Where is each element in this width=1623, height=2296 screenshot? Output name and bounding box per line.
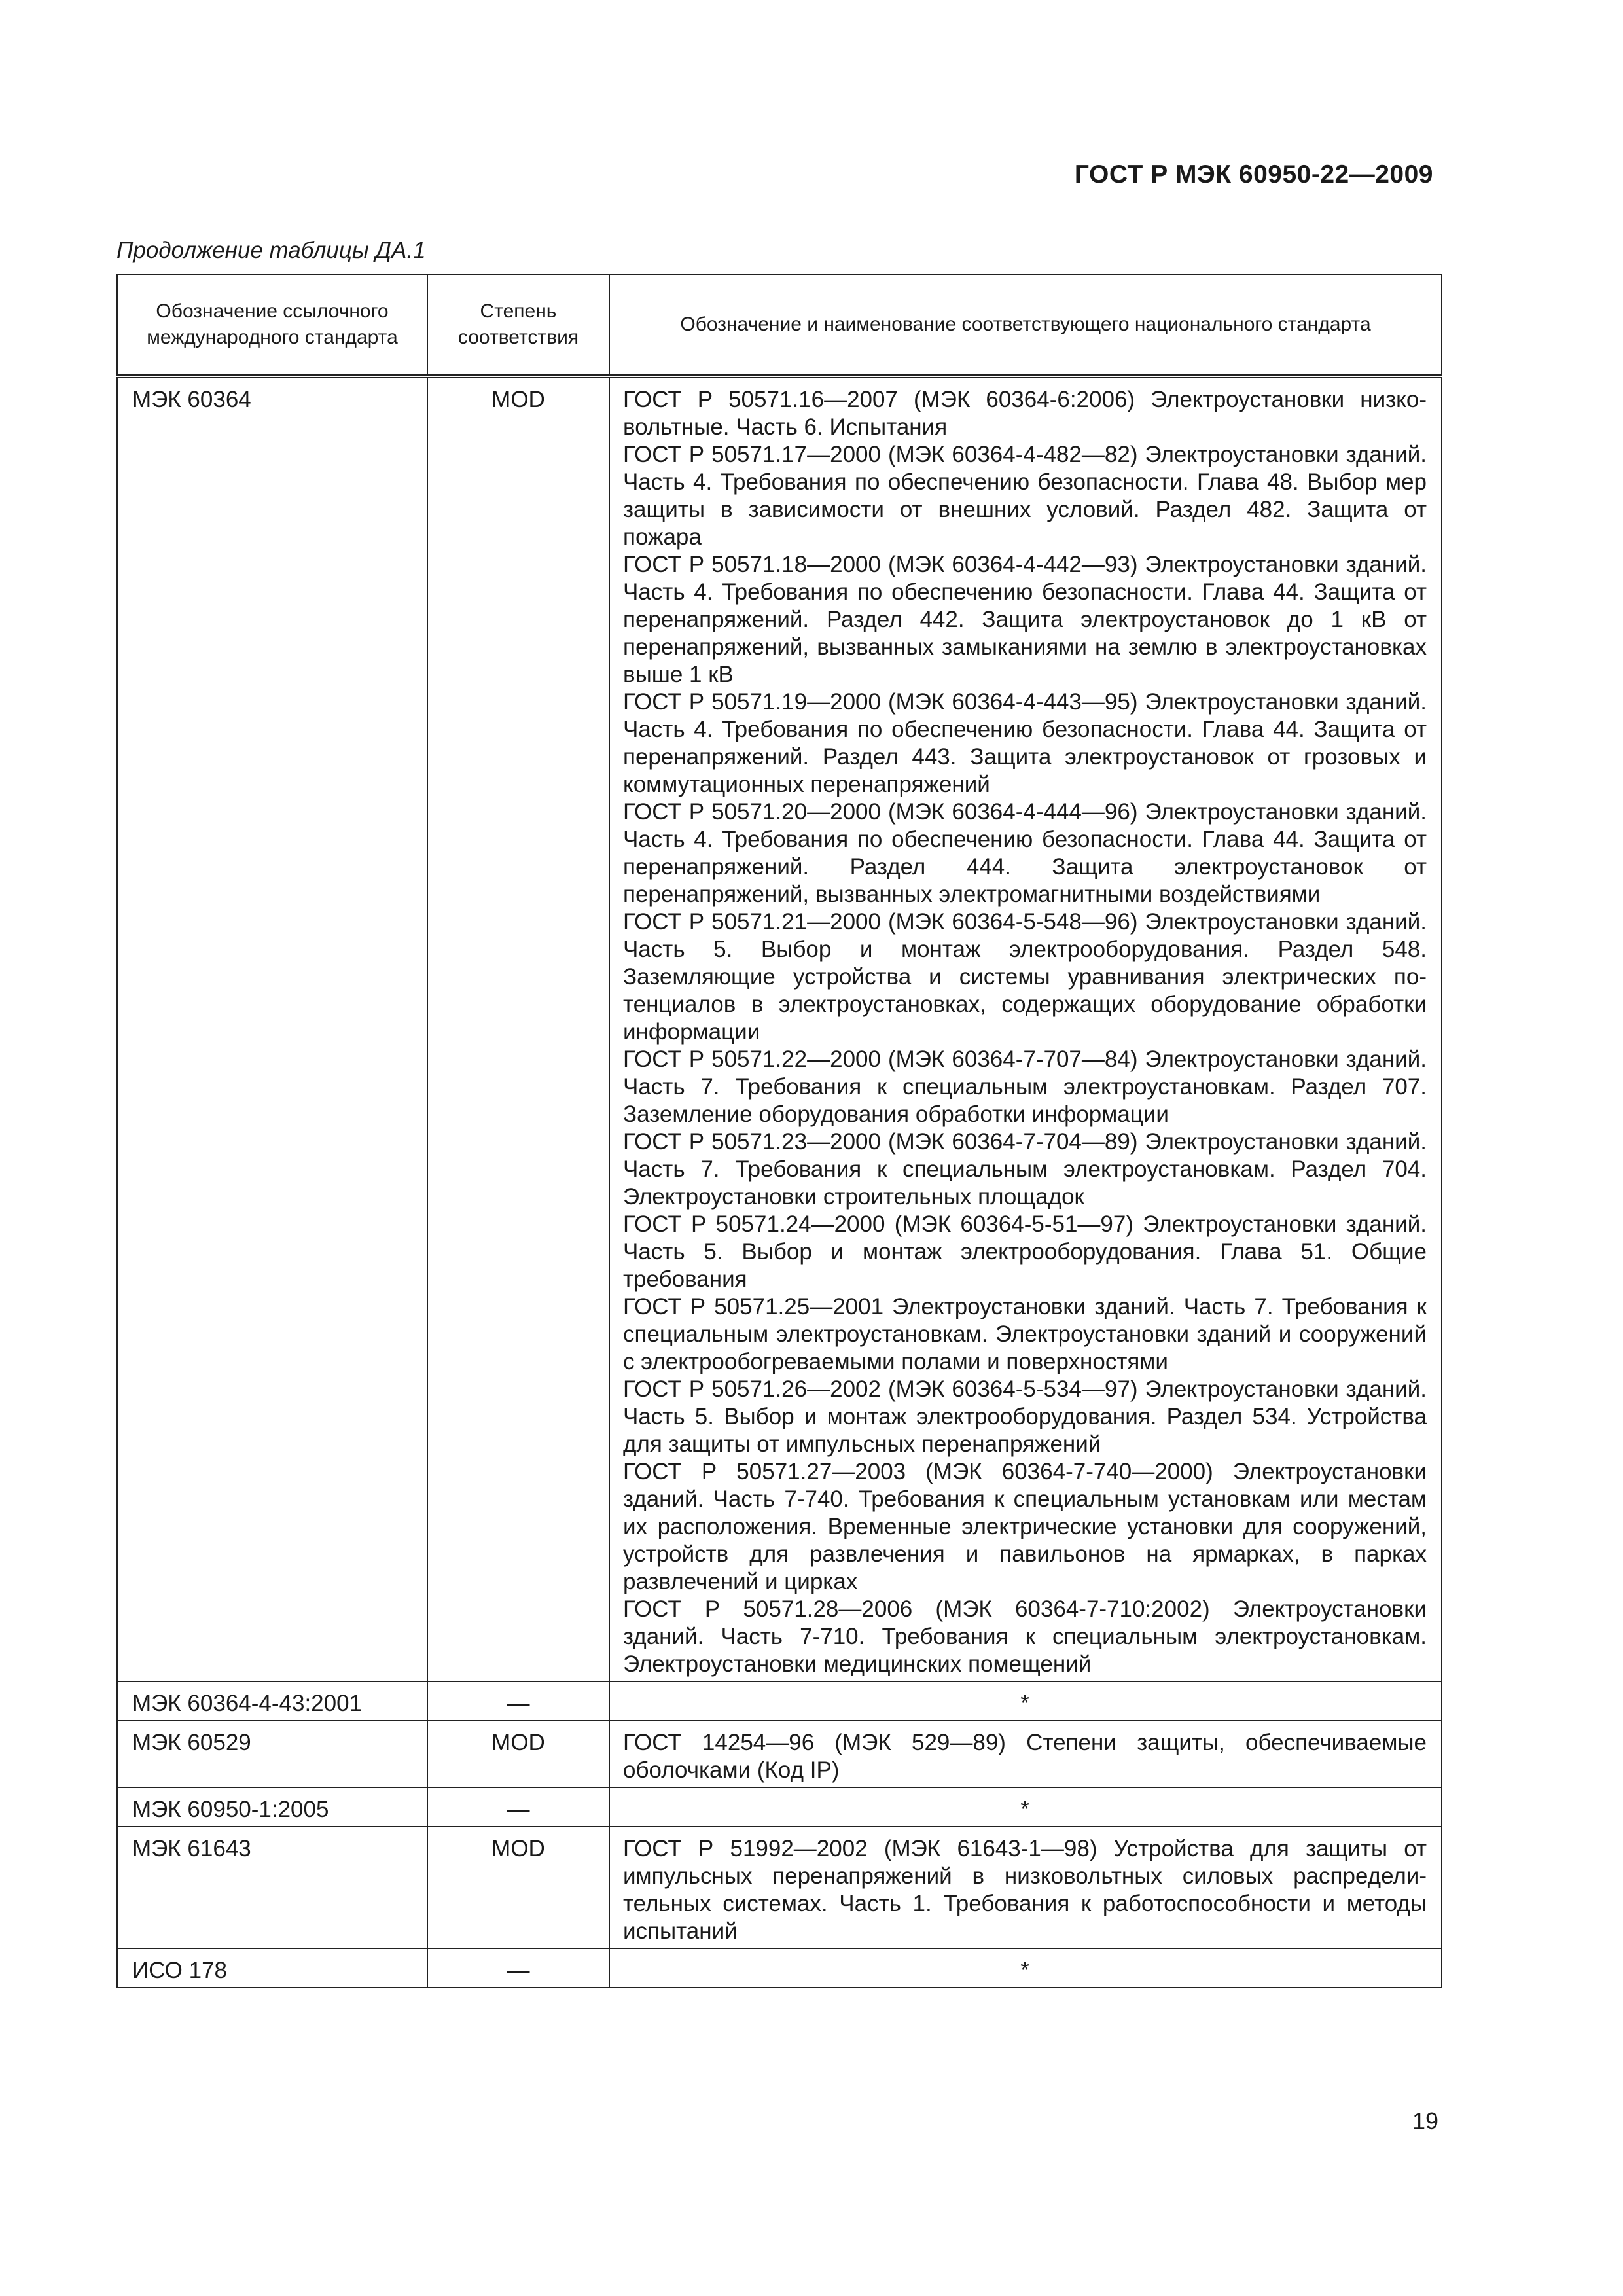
table-caption: Продолжение таблицы ДА.1 — [116, 238, 426, 263]
table-row — [117, 376, 1442, 1681]
intl-standard-cell: МЭК 60529 — [117, 1721, 427, 1787]
national-standard-entry: ГОСТ Р 50571.26—2002 (МЭК 60364-5-534—97) Электроустановки зданий. Часть 5. Выбор и монтаж электрооборудования. Раздел 534. Устройства для защиты от импульсных перенапряжений — [623, 1376, 1427, 1457]
page-number: 19 — [1412, 2108, 1438, 2134]
document-code: ГОСТ Р МЭК 60950-22—2009 — [1074, 160, 1433, 188]
intl-standard-cell: МЭК 60950-1:2005 — [117, 1787, 427, 1827]
table-row — [117, 1721, 1442, 1787]
national-standard-entry: ГОСТ Р 50571.27—2003 (МЭК 60364-7-740—2000) Электроустановки зданий. Часть 7-740. Требования к специальным установкам или местам их расположения. Временные электрические установки для сооружений, устройств для развлечения и павильонов на ярмарках, в парках развлечений и цирках — [623, 1459, 1427, 1594]
national-standard-cell — [609, 1721, 1442, 1787]
national-standard-entry: ГОСТ Р 50571.24—2000 (МЭК 60364-5-51—97) Электроустановки зданий. Часть 5. Выбор и монтаж электрооборудования. Глава 51. Общие требования — [623, 1211, 1427, 1292]
intl-standard-cell: ИСО 178 — [117, 1948, 427, 1988]
degree-cell: — — [427, 1787, 609, 1827]
national-standard-entry: ГОСТ Р 50571.17—2000 (МЭК 60364-4-482—82) Электроустановки зданий. Часть 4. Требования по обеспечению безопасности. Глава 48. Выбор мер защиты в зависимости от внешних условий. Раздел 482. Защита от пожара — [623, 442, 1427, 550]
table-row — [117, 1827, 1442, 1948]
table-header — [117, 274, 1442, 376]
column-header-intl-standard: Обозначение ссылочного международного стандарта — [117, 274, 427, 376]
national-standard-entry: ГОСТ Р 50571.18—2000 (МЭК 60364-4-442—93) Электроустановки зданий. Часть 4. Требования по обеспечению безопасности. Глава 44. Защита от перенапряжений. Раздел 442. Защита электроустановок до 1 кВ от перенапряжений, вызванных замыканиями на землю в электроустановках выше 1 кВ — [623, 552, 1427, 687]
no-equivalent-marker: * — [1020, 1797, 1029, 1822]
column-header-degree: Степень соответствия — [427, 274, 609, 376]
intl-standard-cell: МЭК 60364 — [117, 376, 427, 1681]
national-standard-entry: ГОСТ 14254—96 (МЭК 529—89) Степени защиты, обеспечиваемые оболочками (Код IP) — [623, 1730, 1427, 1783]
national-standard-cell — [609, 1681, 1442, 1721]
national-standard-entry: ГОСТ Р 50571.16—2007 (МЭК 60364-6:2006) Электроустановки низковольтные. Часть 6. Испытания — [623, 387, 1427, 440]
national-standard-cell — [609, 1948, 1442, 1988]
degree-cell: — — [427, 1681, 609, 1721]
column-header-national-standard: Обозначение и наименование соответствующего национального стандарта — [609, 274, 1442, 376]
table-body — [117, 376, 1442, 1988]
table-row — [117, 1681, 1442, 1721]
reference-table — [116, 274, 1442, 1988]
national-standard-entry: ГОСТ Р 50571.22—2000 (МЭК 60364-7-707—84) Электроустановки зданий. Часть 7. Требования к специальным электроустановкам. Раздел 707. Заземление оборудования обработки информации — [623, 1047, 1427, 1127]
national-standard-cell — [609, 1787, 1442, 1827]
national-standard-entry: ГОСТ Р 50571.25—2001 Электроустановки зданий. Часть 7. Требования к специальным электроустановкам. Электроустановки зданий и сооружений с электрообогреваемыми полами и поверхностями — [623, 1294, 1427, 1374]
table-row — [117, 1787, 1442, 1827]
national-standard-entry: ГОСТ Р 50571.28—2006 (МЭК 60364-7-710:2002) Электроустановки зданий. Часть 7-710. Требования к специальным электроустановкам. Электроустановки медицинских помещений — [623, 1596, 1427, 1677]
intl-standard-cell: МЭК 61643 — [117, 1827, 427, 1948]
national-standard-entry: ГОСТ Р 50571.21—2000 (МЭК 60364-5-548—96) Электроустановки зданий. Часть 5. Выбор и монтаж электрооборудования. Раздел 548. Заземляющие устройства и системы уравнивания электрических потенциалов в электроустановках, содержащих оборудование обработки информации — [623, 909, 1427, 1045]
intl-standard-cell: МЭК 60364-4-43:2001 — [117, 1681, 427, 1721]
national-standard-entry: ГОСТ Р 50571.20—2000 (МЭК 60364-4-444—96) Электроустановки зданий. Часть 4. Требования по обеспечению безопасности. Глава 44. Защита от перенапряжений. Раздел 444. Защита электроустановок от перенапряжений, вызванных электромагнитными воздействиями — [623, 799, 1427, 907]
table-row — [117, 1948, 1442, 1988]
national-standard-cell — [609, 376, 1442, 1681]
national-standard-entry: ГОСТ Р 51992—2002 (МЭК 61643-1—98) Устройства для защиты от импульсных перенапряжений в низковольтных силовых распределительных системах. Часть 1. Требования к работоспособности и методы испытаний — [623, 1836, 1427, 1944]
national-standard-entry: ГОСТ Р 50571.23—2000 (МЭК 60364-7-704—89) Электроустановки зданий. Часть 7. Требования к специальным электроустановкам. Раздел 704. Электроустановки строительных площадок — [623, 1129, 1427, 1210]
degree-cell: MOD — [427, 1721, 609, 1787]
no-equivalent-marker: * — [1020, 1691, 1029, 1716]
no-equivalent-marker: * — [1020, 1958, 1029, 1983]
degree-cell: MOD — [427, 376, 609, 1681]
national-standard-cell — [609, 1827, 1442, 1948]
degree-cell: MOD — [427, 1827, 609, 1948]
national-standard-entry: ГОСТ Р 50571.19—2000 (МЭК 60364-4-443—95) Электроустановки зданий. Часть 4. Требования по обеспечению безопасности. Глава 44. Защита от перенапряжений. Раздел 443. Защита электроустановок от грозовых и коммутационных перенапряжений — [623, 689, 1427, 797]
degree-cell: — — [427, 1948, 609, 1988]
